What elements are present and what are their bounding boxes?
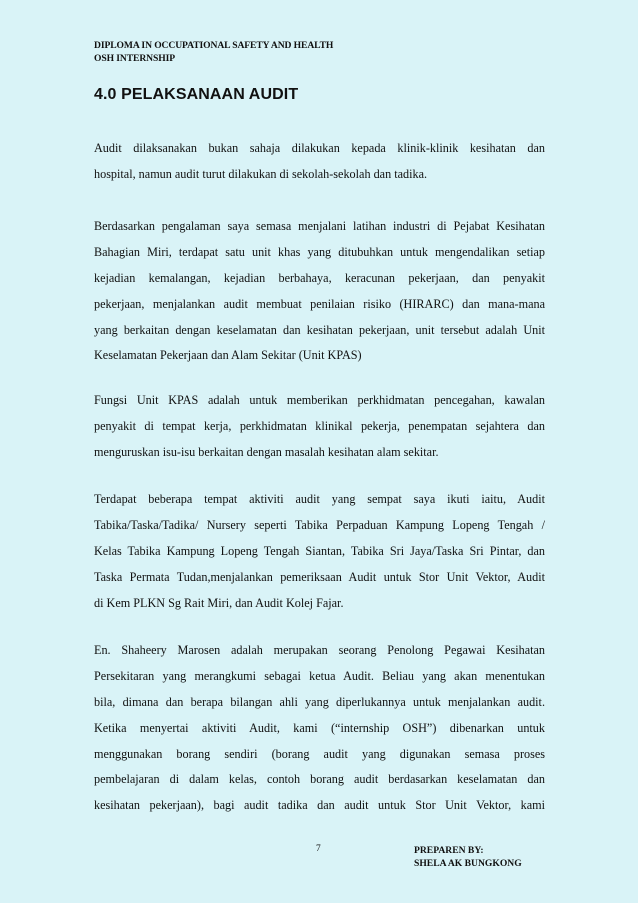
paragraph-line: pembelajaran di dalam kelas, contoh borang audit berdasarkan keselamatan dan bbox=[94, 772, 545, 787]
paragraph-line: penyakit di tempat kerja, perkhidmatan klinikal pekerja, penempatan sejahtera dan bbox=[94, 418, 545, 433]
paragraph-line: Terdapat beberapa tempat aktiviti audit yang sempat saya ikuti iaitu, Audit bbox=[94, 492, 545, 506]
paragraph-line: menguruskan isu-isu berkaitan dengan masalah kesihatan alam sekitar. bbox=[94, 444, 439, 459]
paragraph-line: Taska Permata Tudan,menjalankan pemeriksaan Audit untuk Stor Unit Vektor, Audit bbox=[94, 569, 545, 584]
paragraph-line: Fungsi Unit KPAS adalah untuk memberikan perkhidmatan pencegahan, kawalan bbox=[94, 393, 545, 407]
paragraph-line: Keselamatan Pekerjaan dan Alam Sekitar (Unit KPAS) bbox=[94, 348, 362, 363]
paragraph-line: Ketika menyertai aktiviti Audit, kami (“internship OSH”) dibenarkan untuk bbox=[94, 720, 545, 735]
paragraph-3 bbox=[94, 392, 545, 470]
page-number: 7 bbox=[316, 844, 321, 854]
paragraph-line: menggunakan borang sendiri (borang audit yang digunakan semasa proses bbox=[94, 746, 545, 761]
paragraph-line: Kelas Tabika Kampung Lopeng Tengah Siantan, Tabika Sri Jaya/Taska Sri Pintar, dan bbox=[94, 543, 545, 558]
paragraph-line: kesihatan pekerjaan), bagi audit tadika dan audit untuk Stor Unit Vektor, kami bbox=[94, 798, 545, 813]
paragraph-line: Tabika/Taska/Tadika/ Nursery seperti Tabika Perpaduan Kampung Lopeng Tengah / bbox=[94, 517, 545, 532]
paragraph-line: pekerjaan, menjalankan audit membuat penilaian risiko (HIRARC) dan mana-mana bbox=[94, 296, 545, 311]
paragraph-line: Audit dilaksanakan bukan sahaja dilakukan kepada klinik-klinik kesihatan dan bbox=[94, 141, 545, 155]
paragraph-1 bbox=[94, 140, 545, 192]
document-footer bbox=[414, 844, 522, 870]
paragraph-line: kejadian kemalangan, kejadian berbahaya, keracunan pekerjaan, dan penyakit bbox=[94, 270, 545, 285]
paragraph-line: Persekitaran yang merangkumi sebagai ketua Audit. Beliau yang akan menentukan bbox=[94, 668, 545, 683]
header-subtitle: OSH INTERNSHIP bbox=[94, 53, 175, 64]
section-title: 4.0 PELAKSANAAN AUDIT bbox=[94, 86, 299, 103]
paragraph-line: hospital, namun audit turut dilakukan di sekolah-sekolah dan tadika. bbox=[94, 166, 428, 181]
footer-prepared-by-label: PREPAREN BY: bbox=[414, 845, 484, 856]
header-course-title: DIPLOMA IN OCCUPATIONAL SAFETY AND HEALTH bbox=[94, 40, 334, 51]
paragraph-line: Berdasarkan pengalaman saya semasa menjalani latihan industri di Pejabat Kesihatan bbox=[94, 219, 545, 233]
paragraph-line: yang berkaitan dengan keselamatan dan kesihatan pekerjaan, unit tersebut adalah Unit bbox=[94, 322, 545, 337]
document-header bbox=[94, 39, 333, 65]
paragraph-line: bila, dimana dan berapa bilangan ahli yang diperlukannya untuk menjalankan audit. bbox=[94, 694, 545, 709]
paragraph-line: Bahagian Miri, terdapat satu unit khas yang ditubuhkan untuk mengendalikan setiap bbox=[94, 244, 545, 259]
paragraph-5 bbox=[94, 642, 545, 823]
footer-author-name: SHELA AK BUNGKONG bbox=[414, 858, 522, 869]
paragraph-line: En. Shaheery Marosen adalah merupakan seorang Penolong Pegawai Kesihatan bbox=[94, 643, 545, 657]
paragraph-2 bbox=[94, 218, 545, 373]
paragraph-4 bbox=[94, 491, 545, 620]
paragraph-line: di Kem PLKN Sg Rait Miri, dan Audit Kolej Fajar. bbox=[94, 595, 344, 610]
